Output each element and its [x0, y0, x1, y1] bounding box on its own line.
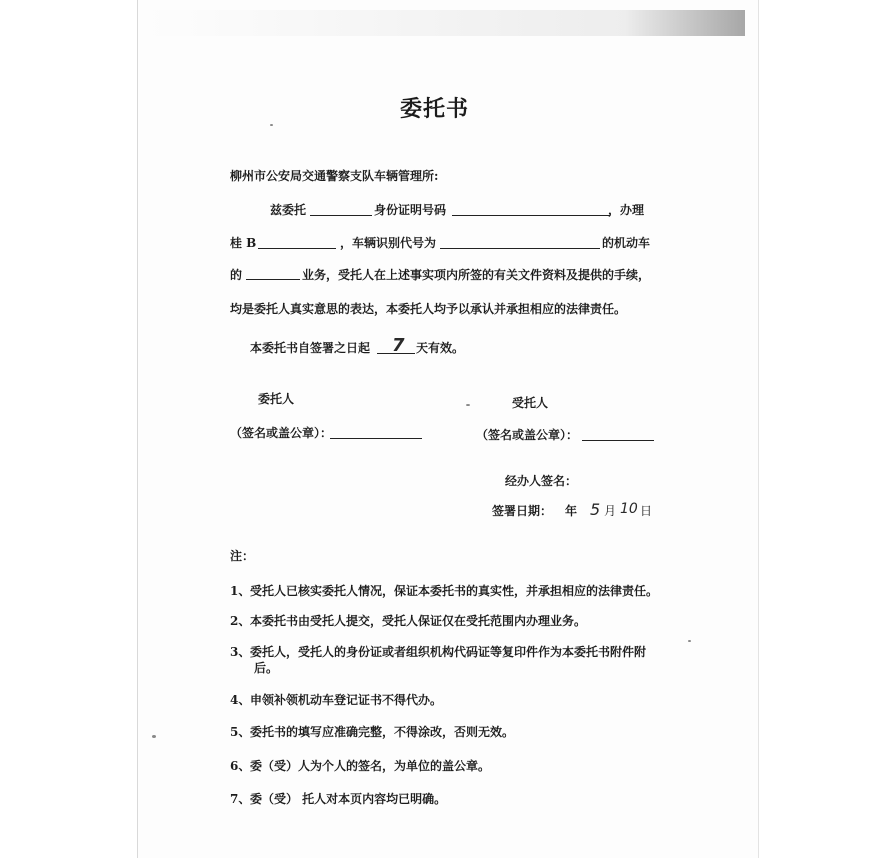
note-number: 7、: [230, 792, 251, 806]
date-day-label: 日: [640, 504, 653, 518]
note-number: 4、: [230, 693, 251, 707]
principal-sign-blank: [330, 438, 422, 439]
notes-heading: 注：: [230, 549, 255, 563]
note-text-continued: 后。: [254, 661, 279, 675]
note-text: 受托人已核实委托人情况，保证本委托书的真实性，并承担相应的法律责任。: [250, 584, 659, 598]
validity-text: 本委托书自签署之日起: [250, 341, 371, 355]
date-month-label: 月: [604, 504, 617, 518]
body-text: 身份证明号码: [374, 203, 447, 217]
principal-name-blank: [310, 215, 372, 216]
note-text: 委（受）人为个人的签名，为单位的盖公章。: [250, 759, 491, 773]
body-text: ，办理: [608, 203, 645, 217]
note-number: 3、: [230, 645, 251, 659]
id-number-blank: [452, 215, 610, 216]
addressee: 柳州市公安局交通警察支队车辆管理所:: [230, 169, 439, 183]
scan-speck: [270, 124, 273, 126]
note-text: 委托书的填写应准确完整，不得涂改，否则无效。: [250, 725, 515, 739]
scan-speck: [688, 640, 691, 642]
body-text: 兹委托: [270, 203, 307, 217]
document-title: 委托书: [400, 96, 470, 122]
body-text: ，车辆识别代号为: [340, 236, 437, 250]
scan-speck: [152, 735, 156, 738]
handler-label: 经办人签名：: [505, 474, 578, 488]
agent-sign-blank: [582, 440, 654, 441]
body-text: 桂 B: [230, 236, 257, 250]
note-text: 申领补领机动车登记证书不得代办。: [250, 693, 443, 707]
body-text: 的机动车: [602, 236, 651, 250]
validity-text: 天有效。: [416, 341, 465, 355]
date-label: 签署日期：: [492, 504, 553, 518]
note-text: 委托人，受托人的身份证或者组织机构代码证等复印件作为本委托书附件附: [250, 645, 647, 659]
agent-sign-label: （签名或盖公章）：: [476, 428, 579, 442]
note-number: 1、: [230, 584, 251, 598]
body-text: 均是委托人真实意思的表达，本委托人均予以承认并承担相应的法律责任。: [230, 302, 627, 316]
note-text: 本委托书由受托人提交，受托人保证仅在受托范围内办理业务。: [250, 614, 587, 628]
validity-days: 7: [392, 335, 405, 356]
date-year-label: 年: [565, 504, 578, 518]
plate-number-blank: [258, 248, 336, 249]
date-month: 5: [590, 500, 601, 519]
scan-shadow: [145, 10, 745, 36]
note-number: 6、: [230, 759, 251, 773]
principal-sign-label: （签名或盖公章）：: [230, 426, 333, 440]
note-number: 5、: [230, 725, 251, 739]
note-number: 2、: [230, 614, 251, 628]
body-text: 的: [230, 268, 243, 282]
note-text: 委（受） 托人对本页内容均已明确。: [250, 792, 447, 806]
vin-blank: [440, 248, 600, 249]
date-day: 10: [620, 501, 638, 517]
agent-label: 受托人: [512, 396, 549, 410]
principal-label: 委托人: [258, 392, 295, 406]
scan-speck: [466, 404, 470, 406]
business-type-blank: [246, 279, 300, 280]
body-text: 业务，受托人在上述事实项内所签的有关文件资料及提供的手续，: [302, 268, 651, 282]
